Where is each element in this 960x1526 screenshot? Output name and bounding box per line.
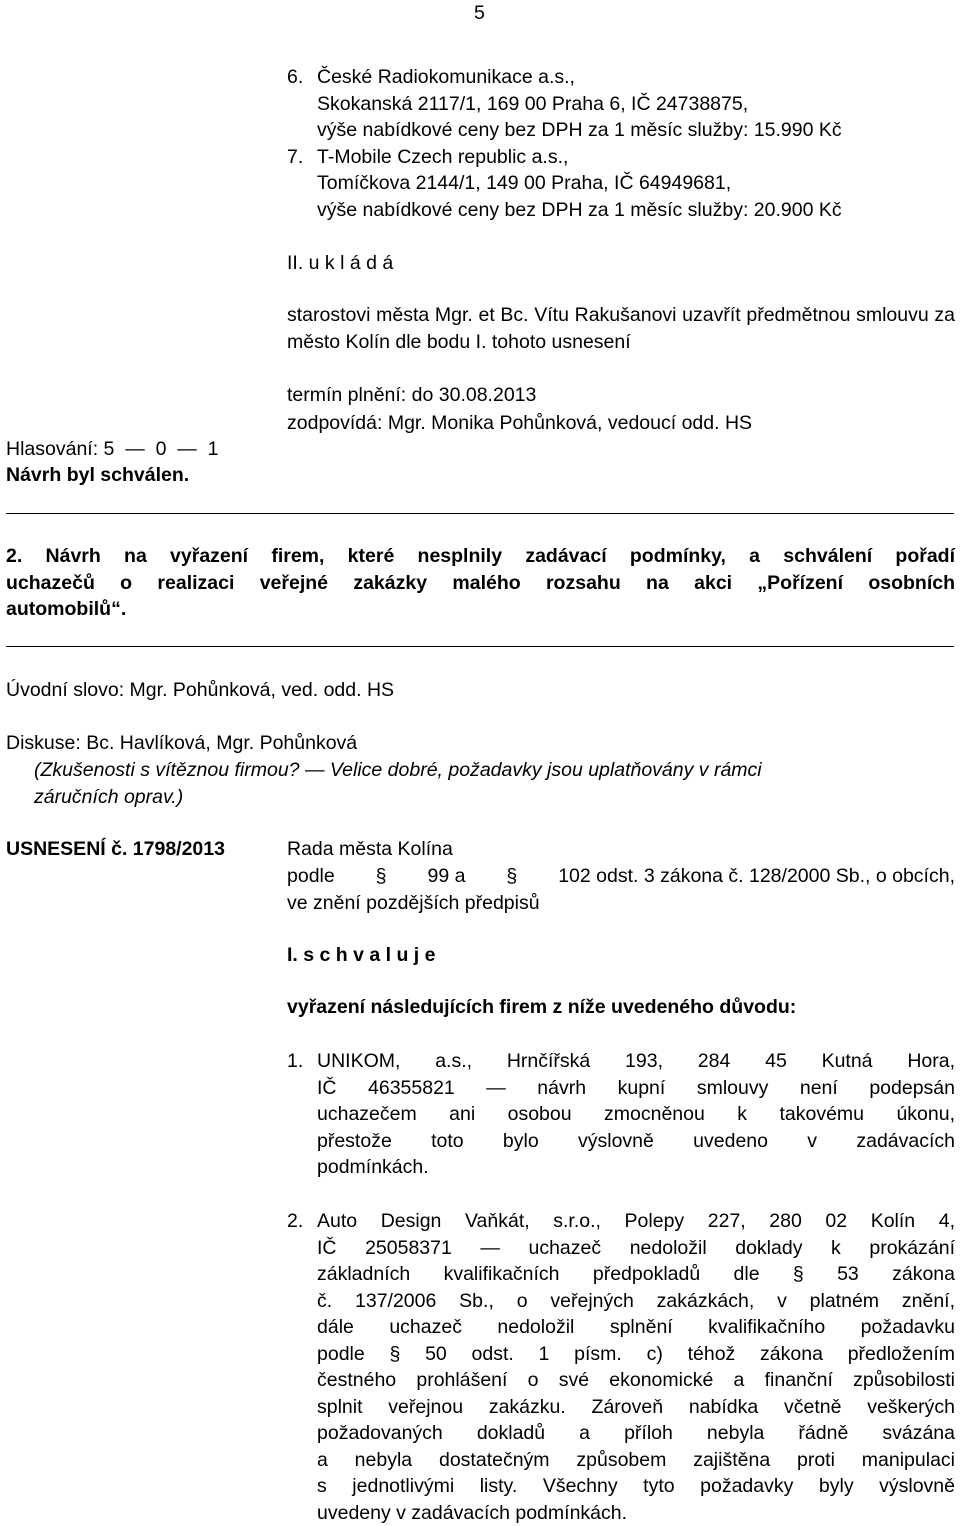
firm-line: č. 137/2006 Sb., o veřejných zakázkách, v platném znění, (317, 1288, 955, 1315)
firm-line: podmínkách. (317, 1154, 955, 1181)
section-sign: § (376, 863, 387, 890)
item2-discussion-note (34, 757, 762, 810)
resolution-label: USNESENÍ č. 1798/2013 (6, 836, 225, 863)
item2-title-line: automobilů“. (6, 596, 955, 623)
firm-line: požadovaných dokladů a příloh nebyla řádně svázána (317, 1420, 955, 1447)
item2-discussion: Diskuse: Bc. Havlíková, Mgr. Pohůnková (6, 730, 357, 757)
provider-name: České Radiokomunikace a.s., (317, 64, 960, 91)
section-divider (6, 513, 954, 514)
firm-line: uchazečem ani osobou zmocněnou k takovému úkonu, (317, 1101, 955, 1128)
item2-title (6, 543, 955, 623)
section-sign: § (506, 863, 517, 890)
resolution-basis-cont: ve znění pozdějších předpisů (287, 890, 540, 917)
providers-list (287, 64, 960, 223)
firm-line: splnit veřejnou zakázku. Zároveň nabídka včetně veškerých (317, 1394, 955, 1421)
section-divider (6, 646, 954, 647)
resolution-subject: vyřazení následujících firem z níže uvedeného důvodu: (287, 994, 796, 1021)
excluded-firm-item (287, 1208, 955, 1526)
firm-number: 1. (287, 1048, 303, 1075)
firm-line: UNIKOM, a.s., Hrnčířská 193, 284 45 Kutná Hora, (317, 1048, 955, 1075)
firm-line: podle § 50 odst. 1 písm. c) téhož zákona předložením (317, 1341, 955, 1368)
vote-result-abstain: 1 (208, 438, 219, 460)
discussion-note-line: záručních oprav.) (34, 784, 762, 811)
vote-result-for: Hlasování: 5 (6, 438, 114, 460)
part2-text: starostovi města Mgr. et Bc. Vítu Rakušanovi uzavřít předmětnou smlouvu za město Kolín dle bodu I. tohoto usnesení (287, 302, 955, 355)
firm-number: 2. (287, 1208, 303, 1235)
vote-status: Návrh byl schválen. (6, 462, 189, 489)
part2-deadline: termín plnění: do 30.08.2013 (287, 382, 536, 409)
resolution-approves: I. s c h v a l u j e (287, 942, 435, 969)
firm-line: Auto Design Vaňkát, s.r.o., Polepy 227, 280 02 Kolín 4, (317, 1208, 955, 1235)
firm-line: základních kvalifikačních předpokladů dle § 53 zákona (317, 1261, 955, 1288)
firm-line: přestože toto bylo výslovně uvedeno v zadávacích (317, 1128, 955, 1155)
item2-title-line: uchazečů o realizaci veřejné zakázky malého rozsahu na akci „Pořízení osobních (6, 570, 955, 597)
basis-word: 102 odst. 3 zákona č. 128/2000 Sb., o obcích, (558, 863, 955, 890)
vote-result: Hlasování: 5 — 0 — 1 (6, 436, 219, 463)
provider-address: Tomíčkova 2144/1, 149 00 Praha, IČ 64949681, (317, 170, 960, 197)
basis-word: podle (287, 863, 335, 890)
item2-intro: Úvodní slovo: Mgr. Pohůnková, ved. odd. HS (6, 677, 394, 704)
provider-name: T-Mobile Czech republic a.s., (317, 144, 960, 171)
resolution-council: Rada města Kolína (287, 836, 453, 863)
firm-line: čestného prohlášení o své ekonomické a finanční způsobilosti (317, 1367, 955, 1394)
discussion-note-line: (Zkušenosti s vítěznou firmou? — Velice dobré, požadavky jsou uplatňovány v rámci (34, 757, 762, 784)
part2-responsible: zodpovídá: Mgr. Monika Pohůnková, vedoucí odd. HS (287, 410, 752, 437)
provider-price: výše nabídkové ceny bez DPH za 1 měsíc služby: 20.900 Kč (317, 197, 960, 224)
provider-number: 7. (287, 144, 303, 171)
firm-line: dále uchazeč nedoložil splnění kvalifikačního požadavku (317, 1314, 955, 1341)
basis-word: 99 a (427, 863, 465, 890)
excluded-firm-item (287, 1048, 955, 1181)
vote-result-against: 0 (156, 438, 167, 460)
resolution-basis (287, 863, 955, 890)
provider-price: výše nabídkové ceny bez DPH za 1 měsíc služby: 15.990 Kč (317, 117, 960, 144)
provider-item (287, 64, 960, 144)
firm-line: a nebyla dostatečným způsobem zajištěna proti manipulaci (317, 1447, 955, 1474)
firm-line: IČ 46355821 — návrh kupní smlouvy není podepsán (317, 1075, 955, 1102)
firm-line: uvedeny v zadávacích podmínkách. (317, 1500, 955, 1526)
firm-line: s jednotlivými listy. Všechny tyto požadavky byly výslovně (317, 1473, 955, 1500)
part2-heading: II. u k l á d á (287, 250, 393, 277)
provider-number: 6. (287, 64, 303, 91)
item2-title-line: 2. Návrh na vyřazení firem, které nesplnily zadávací podmínky, a schválení pořadí (6, 543, 955, 570)
page-number: 5 (474, 0, 485, 27)
provider-item (287, 144, 960, 224)
provider-address: Skokanská 2117/1, 169 00 Praha 6, IČ 24738875, (317, 91, 960, 118)
firm-line: IČ 25058371 — uchazeč nedoložil doklady k prokázání (317, 1235, 955, 1262)
